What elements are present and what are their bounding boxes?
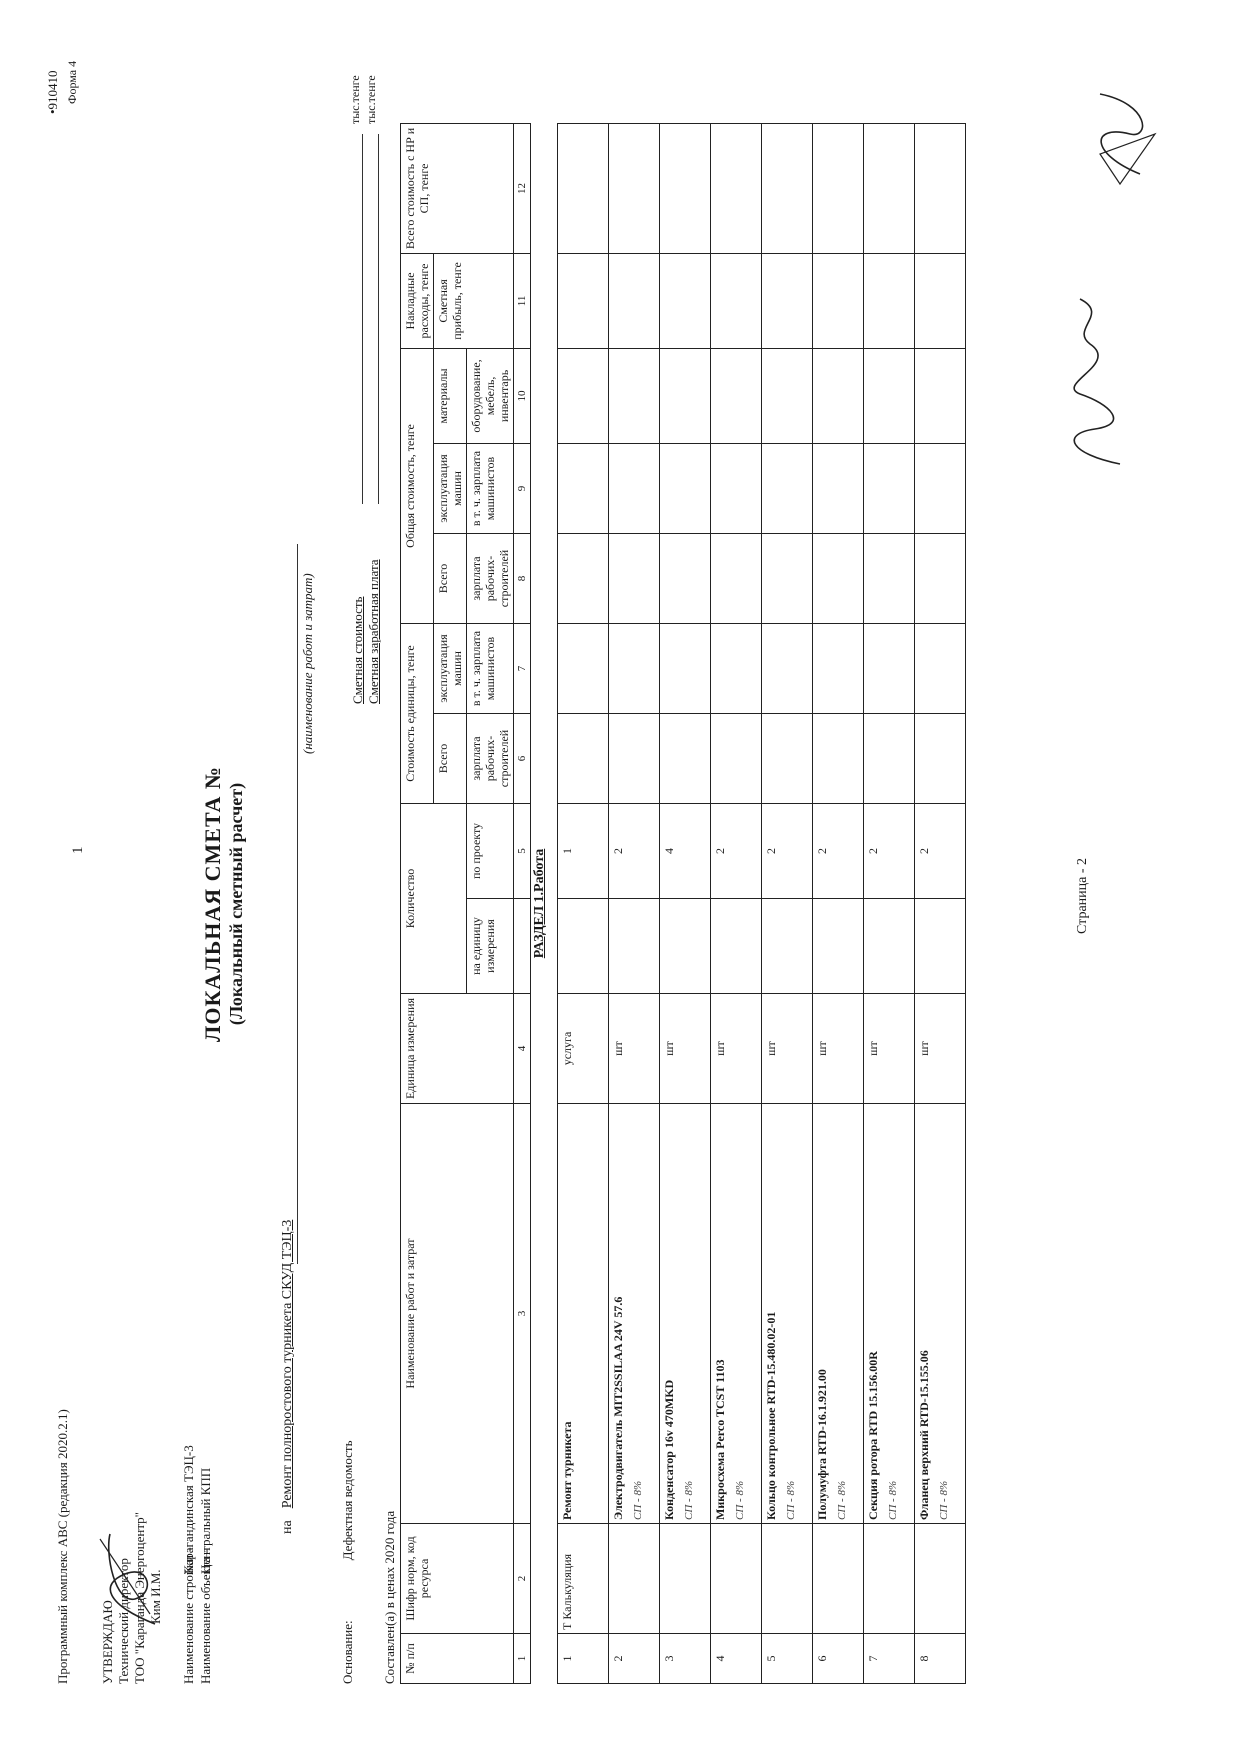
item-name-cell [915,1104,966,1524]
approve-line: Технический директор [116,1558,131,1684]
item-empty-cell [660,348,711,443]
item-note: СП - 8% [734,1480,746,1520]
item-empty-cell [609,623,660,713]
item-empty-cell [864,899,915,994]
item-empty-cell [864,253,915,348]
item-note: СП - 8% [887,1480,899,1520]
col-number: 6 [514,713,531,803]
table-row [711,123,762,1683]
item-empty-cell [660,123,711,253]
cost-summary [350,559,382,704]
title-sub: (Локальный сметный расчет) [226,782,246,1026]
header-code: Шифр норм, код ресурса [401,1524,514,1634]
item-empty-cell [558,348,609,443]
item-empty-cell [609,713,660,803]
header-total-salary-machinists: в т. ч. зарплата машинистов [467,443,514,533]
header-equipment: оборудование, мебель, инвентарь [467,348,514,443]
item-empty-cell [864,123,915,253]
item-empty-cell [558,623,609,713]
item-empty-cell [915,713,966,803]
approve-line: ТОО "Караганда Энергоцентр" [132,1512,147,1684]
item-name: Кольцо контрольное RTD-15.480.02-01 [764,1311,778,1520]
item-empty-cell [660,899,711,994]
title-main: ЛОКАЛЬНАЯ СМЕТА № [200,765,225,1043]
item-empty-cell [813,623,864,713]
item-empty-cell [762,713,813,803]
item-name: Микросхема Perco TCST 1103 [713,1359,727,1520]
item-code [813,1524,864,1634]
item-empty-cell [660,713,711,803]
item-empty-cell [915,443,966,533]
col-number: 11 [514,253,531,348]
item-empty-cell [813,253,864,348]
item-empty-cell [864,623,915,713]
item-empty-cell [711,899,762,994]
item-unit: шт [864,994,915,1104]
work-name-hint: (наименование работ и затрат) [300,573,315,754]
header-materials: материалы [434,348,467,443]
table-row [915,123,966,1683]
work-name-rule [297,544,298,1264]
item-empty-cell [762,899,813,994]
cost-rule [362,134,363,504]
item-empty-cell [660,443,711,533]
item-num: 4 [711,1634,762,1684]
salary-label: Сметная заработная плата [366,559,381,704]
item-unit: шт [660,994,711,1104]
col-number: 10 [514,348,531,443]
form-code: •910410 [45,70,60,114]
item-num: 5 [762,1634,813,1684]
item-unit: услуга [558,994,609,1104]
item-name-cell [558,1104,609,1524]
header-total-total: Всего [434,533,467,623]
item-qty: 2 [609,803,660,898]
table-row [558,123,609,1683]
item-name-cell [660,1104,711,1524]
col-number: 2 [514,1524,531,1634]
header-total-cost: Общая стоимость, тенге [401,348,434,623]
item-qty: 1 [558,803,609,898]
approve-line: УТВЕРЖДАЮ [100,1600,115,1684]
item-qty: 2 [864,803,915,898]
table-row [864,123,915,1683]
form-name: Форма 4 [65,60,79,104]
items-body [558,123,966,1683]
basis-label: Основание: [340,1620,355,1684]
item-name: Электродвигатель MIT2SSILAA 24V 57.6 [611,1296,625,1520]
item-empty-cell [609,443,660,533]
header-unit-total: Всего [434,713,467,803]
work-name: Ремонт полноростового турникета СКУД ТЭЦ-3 [280,1219,295,1509]
col-number: 12 [514,123,531,253]
header-unit: Единица измерения [401,994,514,1104]
item-code [915,1524,966,1634]
item-empty-cell [558,443,609,533]
item-unit: шт [609,994,660,1104]
item-name: Фланец верхний RTD-15.155.06 [917,1350,931,1520]
item-empty-cell [558,123,609,253]
item-empty-cell [711,623,762,713]
item-code [660,1524,711,1634]
item-empty-cell [813,123,864,253]
table-row [762,123,813,1683]
item-unit: шт [762,994,813,1104]
item-code [609,1524,660,1634]
item-empty-cell [609,123,660,253]
item-empty-cell [558,713,609,803]
estimate-table [400,123,966,1684]
item-empty-cell [762,533,813,623]
director-signature [95,1524,165,1634]
item-code [864,1524,915,1634]
item-empty-cell [762,443,813,533]
header-num: № п/п [401,1634,514,1684]
item-name-cell [609,1104,660,1524]
item-empty-cell [915,533,966,623]
col-number: 1 [514,1634,531,1684]
item-note: СП - 8% [836,1480,848,1520]
header-qty-per-unit: на единицу измерения [467,899,514,994]
site-label: Наименование стройки - [181,1547,196,1684]
salary-unit: тыс.тенге [364,75,378,124]
header-unit-salary-workers: зарплата рабочих-строителей [467,713,514,803]
footer-page-label: Страница - 2 [1075,857,1090,934]
item-empty-cell [558,533,609,623]
item-empty-cell [609,899,660,994]
item-empty-cell [762,253,813,348]
item-name-cell [813,1104,864,1524]
header-profit: Сметная прибыль, тенге [434,253,514,348]
item-empty-cell [660,533,711,623]
page-number: 1 [70,846,86,854]
item-code: Т Калькуляция [558,1524,609,1634]
item-unit: шт [813,994,864,1104]
item-code [711,1524,762,1634]
object-label: Наименование объекта - [198,1549,213,1684]
site-block [180,1445,214,1684]
approve-line: Ким И.М. [148,1569,163,1624]
item-empty-cell [711,713,762,803]
item-qty: 2 [915,803,966,898]
cost-label: Сметная стоимость [350,596,365,704]
item-empty-cell [711,123,762,253]
item-empty-cell [813,899,864,994]
item-empty-cell [711,253,762,348]
item-name: Полумуфта RTD-16.1.921.00 [815,1369,829,1520]
item-note: СП - 8% [785,1480,797,1520]
item-empty-cell [915,899,966,994]
item-empty-cell [558,899,609,994]
header-qty: Количество [401,803,467,993]
item-empty-cell [813,533,864,623]
item-empty-cell [762,348,813,443]
header-qty-total: по проекту [467,803,514,898]
item-empty-cell [609,253,660,348]
item-name-cell [762,1104,813,1524]
header-unit-salary-machinists: в т. ч. зарплата машинистов [467,623,514,713]
item-note: СП - 8% [938,1480,950,1520]
item-code [762,1524,813,1634]
cost-unit: тыс.тенге [348,75,362,124]
item-name: Конденсатор 16v 470MKD [662,1379,676,1520]
item-num: 6 [813,1634,864,1684]
item-empty-cell [660,253,711,348]
item-qty: 2 [813,803,864,898]
salary-rule [378,134,379,504]
item-empty-cell [711,533,762,623]
item-empty-cell [558,253,609,348]
item-unit: шт [711,994,762,1104]
document-title [200,654,247,1154]
program-line: Программный комплекс АВС (редакция 2020.2.1) [55,1409,70,1684]
work-name-line [280,1220,296,1534]
item-name: Секция ротора RTD 15.156.00R [866,1351,880,1520]
basis-line [340,1440,356,1684]
item-empty-cell [864,348,915,443]
item-empty-cell [915,348,966,443]
header-unit-cost: Стоимость единицы, тенге [401,623,434,803]
item-unit: шт [915,994,966,1104]
composed-line: Составлен(а) в ценах 2020 года [382,1510,397,1684]
item-empty-cell [711,443,762,533]
table-row [660,123,711,1683]
section-title: РАЗДЕЛ 1.Работа [531,123,558,1683]
table-row [813,123,864,1683]
site-value: Карагандинская ТЭЦ-3 [181,1445,196,1574]
item-empty-cell [609,348,660,443]
basis-value: Дефектная ведомость [340,1440,355,1561]
item-num: 3 [660,1634,711,1684]
item-empty-cell [813,348,864,443]
header-total-machines: эксплуатация машин [434,443,467,533]
on-prefix: на [280,1520,295,1534]
item-empty-cell [864,443,915,533]
table-row [609,123,660,1683]
item-empty-cell [864,713,915,803]
item-num: 7 [864,1634,915,1684]
item-empty-cell [711,348,762,443]
item-num: 8 [915,1634,966,1684]
item-qty: 2 [762,803,813,898]
header-grand-total: Всего стоимость с НР и СП, тенге [401,123,514,253]
item-empty-cell [864,533,915,623]
item-name-cell [711,1104,762,1524]
header-total-salary-workers: зарплата рабочих-строителей [467,533,514,623]
col-number: 3 [514,1104,531,1524]
item-note: СП - 8% [683,1480,695,1520]
header-name: Наименование работ и затрат [401,1104,514,1524]
item-empty-cell [813,443,864,533]
col-number: 8 [514,533,531,623]
header-unit-machines: эксплуатация машин [434,623,467,713]
item-empty-cell [762,623,813,713]
item-empty-cell [915,123,966,253]
item-qty: 2 [711,803,762,898]
col-number: 9 [514,443,531,533]
item-note: СП - 8% [632,1480,644,1520]
item-empty-cell [609,533,660,623]
col-number: 7 [514,623,531,713]
item-name: Ремонт турникета [560,1421,574,1520]
stamp-mark [1080,74,1160,194]
col-number: 4 [514,994,531,1104]
item-name-cell [864,1104,915,1524]
item-empty-cell [660,623,711,713]
item-empty-cell [915,623,966,713]
header-overhead: Накладные расходы, тенге [401,253,434,348]
col-number: 5 [514,803,531,898]
bottom-signature [1050,294,1140,474]
item-num: 2 [609,1634,660,1684]
object-value: Центральный КПП [198,1467,213,1574]
col-number [514,899,531,994]
item-qty: 4 [660,803,711,898]
item-num: 1 [558,1634,609,1684]
item-empty-cell [762,123,813,253]
item-empty-cell [813,713,864,803]
item-empty-cell [915,253,966,348]
